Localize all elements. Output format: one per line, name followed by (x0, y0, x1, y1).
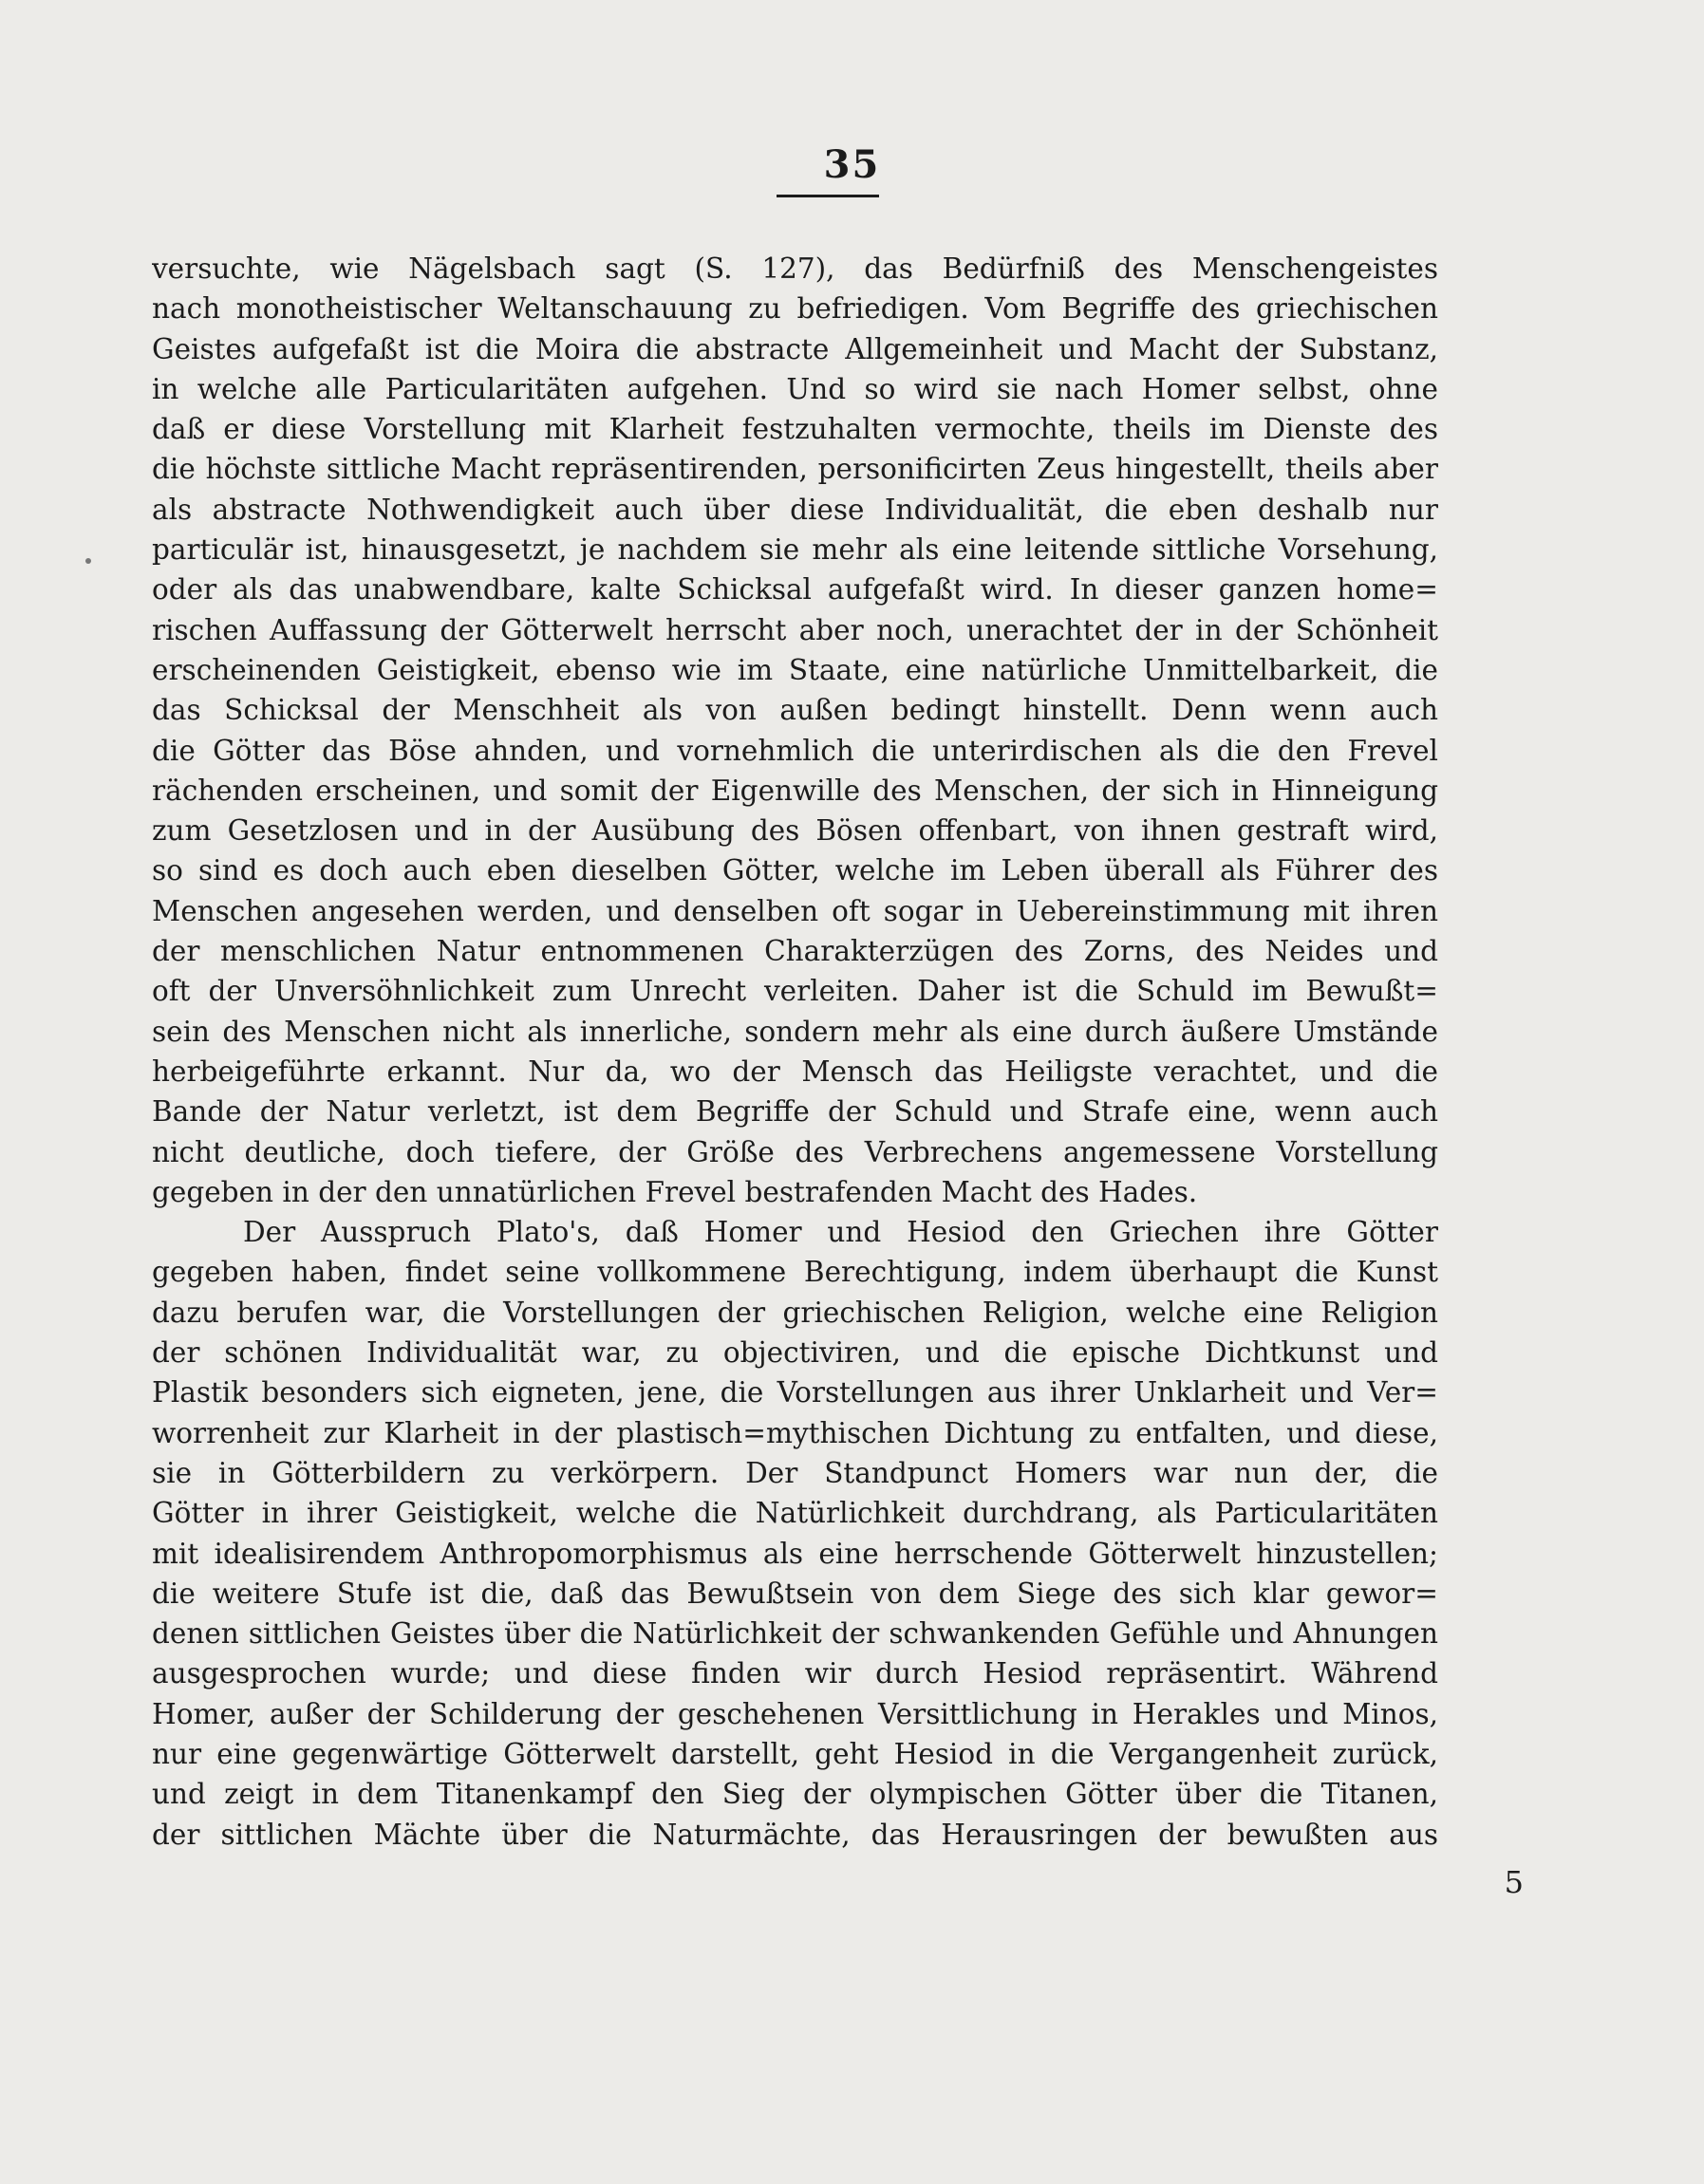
text-line: rächenden erscheinen, und somit der Eigenwille des Menschen, der sich in Hinneigung (152, 774, 1438, 807)
text-line: Homer, außer der Schilderung der geschehenen Versittlichung in Herakles und Minos, (152, 1697, 1438, 1730)
text-line: Plastik besonders sich eigneten, jene, die Vorstellungen aus ihrer Unklarheit und Ver= (152, 1376, 1438, 1409)
text-line-paragraph-start: Der Ausspruch Plato's, daß Homer und Hesiod den Griechen ihre Götter (243, 1216, 1438, 1249)
page-number: 35 (823, 142, 881, 187)
text-line: gegeben in der den unnatürlichen Frevel bestrafenden Macht des Hades. (152, 1175, 1198, 1208)
text-line: die höchste sittliche Macht repräsentirenden, personificirten Zeus hingestellt, theils aber (152, 453, 1438, 486)
text-line: worrenheit zur Klarheit in der plastisch=mythischen Dichtung zu entfalten, und diese, (152, 1416, 1438, 1449)
signature-mark: 5 (1504, 1864, 1524, 1900)
text-line: denen sittlichen Geistes über die Natürlichkeit der schwankenden Gefühle und Ahnungen (152, 1617, 1438, 1651)
text-line: herbeigeführte erkannt. Nur da, wo der Mensch das Heiligste verachtet, und die (152, 1055, 1438, 1088)
text-line: nach monotheistischer Weltanschauung zu befriedigen. Vom Begriffe des griechischen (152, 292, 1438, 326)
text-line: Götter in ihrer Geistigkeit, welche die Natürlichkeit durchdrang, als Particularitäten (152, 1497, 1438, 1530)
text-line: in welche alle Particularitäten aufgehen. Und so wird sie nach Homer selbst, ohne (152, 372, 1438, 405)
text-line: Bande der Natur verletzt, ist dem Begriffe der Schuld und Strafe eine, wenn auch (152, 1095, 1438, 1129)
text-line: Menschen angesehen werden, und denselben oft sogar in Uebereinstimmung mit ihren (152, 894, 1438, 927)
text-line: versuchte, wie Nägelsbach sagt (S. 127), das Bedürfniß des Menschengeistes (152, 252, 1438, 285)
text-line: sie in Götterbildern zu verkörpern. Der Standpunct Homers war nun der, die (152, 1456, 1438, 1489)
text-line: rischen Auffassung der Götterwelt herrscht aber noch, unerachtet der in der Schönheit (152, 613, 1438, 646)
text-line: daß er diese Vorstellung mit Klarheit festzuhalten vermochte, theils im Dienste des (152, 413, 1438, 446)
text-line: und zeigt in dem Titanenkampf den Sieg der olympischen Götter über die Titanen, (152, 1778, 1438, 1811)
text-line: Geistes aufgefaßt ist die Moira die abstracte Allgemeinheit und Macht der Substanz, (152, 332, 1438, 365)
text-line: gegeben haben, findet seine vollkommene Berechtigung, indem überhaupt die Kunst (152, 1256, 1438, 1289)
text-line: nicht deutliche, doch tiefere, der Größe des Verbrechens angemessene Vorstellung (152, 1135, 1438, 1168)
text-line: particulär ist, hinausgesetzt, je nachdem sie mehr als eine leitende sittliche Vorsehung, (152, 533, 1438, 567)
text-line: erscheinenden Geistigkeit, ebenso wie im Staate, eine natürliche Unmittelbarkeit, die (152, 653, 1438, 686)
text-line: das Schicksal der Menschheit als von außen bedingt hinstellt. Denn wenn auch (152, 694, 1438, 727)
text-line: zum Gesetzlosen und in der Ausübung des Bösen offenbart, von ihnen gestraft wird, (152, 814, 1438, 848)
text-line: der sittlichen Mächte über die Naturmächte, das Herausringen der bewußten aus (152, 1818, 1438, 1851)
text-line: mit idealisirendem Anthropomorphismus als eine herrschende Götterwelt hinzustellen; (152, 1537, 1438, 1570)
text-line: oder als das unabwendbare, kalte Schicksal aufgefaßt wird. In dieser ganzen home= (152, 573, 1438, 607)
margin-dot (85, 558, 91, 564)
text-line: nur eine gegenwärtige Götterwelt darstellt, geht Hesiod in die Vergangenheit zurück, (152, 1737, 1438, 1770)
text-line: der schönen Individualität war, zu objectiviren, und die epische Dichtkunst und (152, 1336, 1438, 1370)
header-rule (777, 195, 879, 197)
text-line: sein des Menschen nicht als innerliche, sondern mehr als eine durch äußere Umstände (152, 1015, 1438, 1048)
text-line: die Götter das Böse ahnden, und vornehmlich die unterirdischen als die den Frevel (152, 734, 1438, 767)
text-line: oft der Unversöhnlichkeit zum Unrecht verleiten. Daher ist die Schuld im Bewußt= (152, 975, 1438, 1008)
text-line: als abstracte Nothwendigkeit auch über diese Individualität, die eben deshalb nur (152, 493, 1438, 526)
text-line: der menschlichen Natur entnommenen Charakterzügen des Zorns, des Neides und (152, 935, 1438, 968)
text-line: so sind es doch auch eben dieselben Götter, welche im Leben überall als Führer des (152, 854, 1438, 887)
text-line: die weitere Stufe ist die, daß das Bewußtsein von dem Siege des sich klar gewor= (152, 1577, 1438, 1610)
text-line: ausgesprochen wurde; und diese finden wir durch Hesiod repräsentirt. Während (152, 1657, 1438, 1690)
text-line: dazu berufen war, die Vorstellungen der griechischen Religion, welche eine Religion (152, 1296, 1438, 1329)
body-text (152, 249, 1438, 1855)
